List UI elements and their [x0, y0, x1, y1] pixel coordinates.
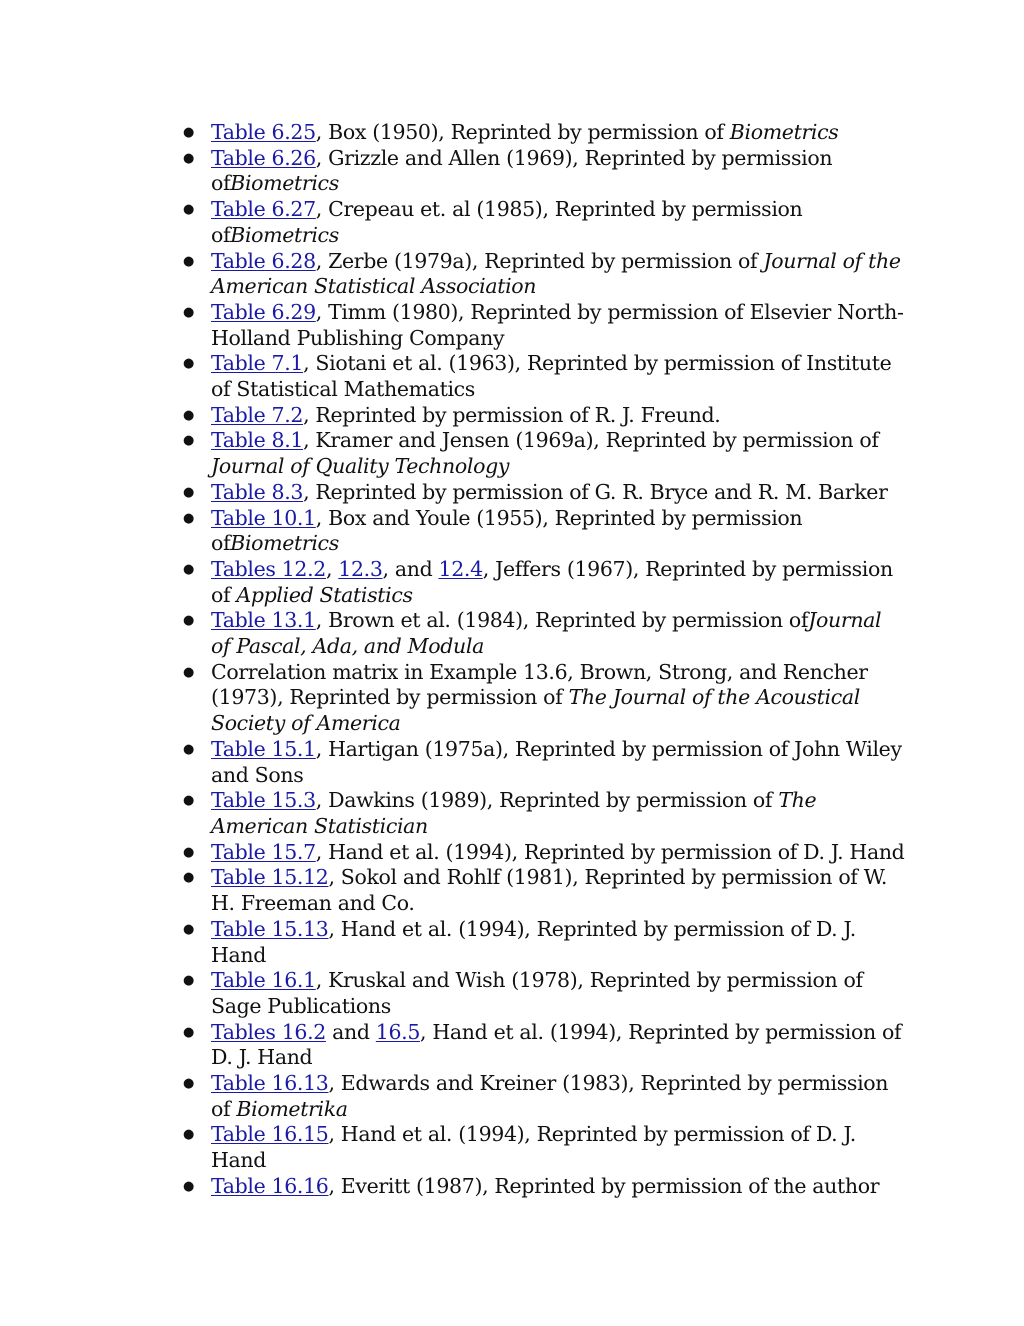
item-text: , Box (1950), Reprinted by permission of: [315, 120, 730, 144]
table-link[interactable]: Tables 16.2: [211, 1019, 326, 1044]
item-text: , Hand et al. (1994), Reprinted by permission of D. J. Hand: [211, 916, 856, 967]
table-link[interactable]: Table 16.16: [211, 1173, 329, 1198]
table-link[interactable]: Table 6.26: [211, 145, 316, 170]
bullet-icon: ●: [183, 253, 194, 269]
item-italic-text: Journal of Quality Technology: [211, 454, 510, 479]
table-link[interactable]: Table 15.1: [211, 736, 316, 761]
item-text: , Reprinted by permission of R. J. Freund.: [303, 402, 721, 427]
bullet-icon: ●: [183, 1076, 194, 1092]
list-item: [183, 916, 906, 968]
list-item: [183, 145, 906, 197]
table-link[interactable]: Table 16.15: [211, 1122, 329, 1147]
list-item: [183, 299, 906, 351]
bullet-icon: ●: [183, 793, 194, 809]
item-italic-text: The Journal of the Acoustical Society of America: [211, 685, 860, 736]
permissions-list: [183, 120, 906, 1200]
table-link[interactable]: 12.4: [438, 556, 483, 581]
table-link[interactable]: Tables 12.2: [211, 556, 326, 581]
table-link[interactable]: Table 6.25: [211, 120, 316, 144]
item-text: , Kramer and Jensen (1969a), Reprinted by permission of: [303, 428, 879, 453]
list-item: [183, 351, 906, 402]
list-item: [183, 1173, 906, 1200]
list-item: [183, 1019, 906, 1071]
list-item: [183, 556, 906, 608]
item-text: Correlation matrix in Example 13.6, Brown, Strong, and Rencher (1973), Reprinted by permission of: [211, 659, 868, 710]
list-item: [183, 248, 906, 300]
table-link[interactable]: 12.3: [338, 556, 383, 581]
bullet-icon: ●: [183, 1127, 194, 1143]
list-item: [183, 608, 906, 659]
list-item: [183, 1122, 906, 1173]
item-text: , Everitt (1987), Reprinted by permission of the author: [328, 1173, 880, 1198]
bullet-icon: ●: [183, 304, 194, 320]
bullet-icon: ●: [183, 921, 194, 937]
table-link[interactable]: Table 6.27: [211, 197, 316, 222]
list-item: [183, 505, 906, 557]
bullet-icon: ●: [183, 741, 194, 757]
list-item: [183, 479, 906, 506]
item-text: , Crepeau et. al (1985), Reprinted by permission of: [211, 197, 803, 247]
list-item: [183, 659, 906, 737]
table-link[interactable]: Table 15.13: [211, 916, 329, 941]
item-separator: ,: [325, 556, 339, 581]
bullet-icon: ●: [183, 973, 194, 989]
item-text: , Kruskal and Wish (1978), Reprinted by permission of Sage Publications: [211, 968, 863, 1018]
item-text: , Hand et al. (1994), Reprinted by permission of D. J. Hand: [315, 839, 905, 864]
table-link[interactable]: Table 8.3: [211, 479, 304, 504]
bullet-icon: ●: [183, 870, 194, 886]
bullet-icon: ●: [183, 407, 194, 423]
item-italic-text: Journal of the American Statistical Association: [211, 248, 901, 299]
table-link[interactable]: Table 8.1: [211, 428, 304, 453]
item-italic-text: Biometrics: [729, 120, 839, 144]
item-text: , Brown et al. (1984), Reprinted by permission of: [315, 608, 809, 633]
bullet-icon: ●: [183, 484, 194, 500]
item-separator: , and: [382, 556, 439, 581]
bullet-icon: ●: [183, 510, 194, 526]
bullet-icon: ●: [183, 844, 194, 860]
item-italic-text: Biometrics: [230, 531, 339, 556]
item-italic-text: Biometrics: [230, 171, 339, 196]
item-italic-text: Journal of Pascal, Ada, and Modula: [211, 608, 882, 659]
table-link[interactable]: 16.5: [375, 1019, 421, 1044]
bullet-icon: ●: [183, 561, 194, 577]
table-link[interactable]: Table 16.13: [211, 1071, 329, 1096]
list-item: [183, 788, 906, 839]
bullet-icon: ●: [183, 202, 194, 218]
item-text: , Hand et al. (1994), Reprinted by permission of D. J. Hand: [211, 1122, 856, 1173]
list-item: [183, 736, 906, 788]
bullet-icon: ●: [183, 1024, 194, 1040]
list-item: [183, 839, 906, 866]
item-text: , Siotani et al. (1963), Reprinted by permission of Institute of Statistical Mathematics: [211, 351, 892, 402]
item-text: , Hartigan (1975a), Reprinted by permission of John Wiley and Sons: [211, 736, 902, 787]
list-item: [183, 120, 906, 146]
table-link[interactable]: Table 6.29: [211, 299, 316, 324]
item-text: , Timm (1980), Reprinted by permission of Elsevier North-Holland Publishing Company: [211, 299, 904, 350]
list-item: [183, 428, 906, 479]
bullet-icon: ●: [183, 613, 194, 629]
list-item: [183, 197, 906, 248]
table-link[interactable]: Table 15.7: [211, 839, 316, 864]
item-separator: and: [325, 1019, 376, 1044]
item-text: , Box and Youle (1955), Reprinted by permission of: [211, 505, 803, 556]
item-text: , Sokol and Rohlf (1981), Reprinted by permission of W. H. Freeman and Co.: [211, 865, 888, 916]
table-link[interactable]: Table 10.1: [211, 505, 316, 530]
item-text: , Dawkins (1989), Reprinted by permission of: [315, 788, 779, 813]
bullet-icon: ●: [183, 125, 194, 140]
table-link[interactable]: Table 16.1: [211, 968, 316, 993]
bullet-icon: ●: [183, 1178, 194, 1194]
list-item: [183, 402, 906, 429]
item-text: , Edwards and Kreiner (1983), Reprinted by permission of: [211, 1071, 889, 1121]
bullet-icon: ●: [183, 433, 194, 449]
item-italic-text: Biometrics: [230, 222, 339, 247]
item-text: , Jeffers (1967), Reprinted by permission of: [211, 556, 893, 607]
list-item: [183, 1071, 906, 1122]
item-text: , Reprinted by permission of G. R. Bryce and R. M. Barker: [303, 479, 888, 504]
item-italic-text: The American Statistician: [211, 788, 817, 838]
list-item: [183, 865, 906, 916]
table-link[interactable]: Table 13.1: [211, 608, 316, 633]
bullet-icon: ●: [183, 664, 194, 680]
item-text: , Zerbe (1979a), Reprinted by permission of: [315, 248, 764, 273]
item-italic-text: Biometrika: [236, 1096, 348, 1121]
item-italic-text: Applied Statistics: [236, 582, 413, 607]
table-link[interactable]: Table 7.1: [211, 351, 304, 376]
list-item: [183, 968, 906, 1019]
table-link[interactable]: Table 6.28: [211, 248, 316, 273]
bullet-icon: ●: [183, 356, 194, 372]
item-text: , Hand et al. (1994), Reprinted by permission of D. J. Hand: [211, 1019, 902, 1070]
item-text: , Grizzle and Allen (1969), Reprinted by permission of: [211, 145, 833, 196]
table-link[interactable]: Table 7.2: [211, 402, 304, 427]
bullet-icon: ●: [183, 150, 194, 166]
table-link[interactable]: Table 15.12: [211, 865, 329, 890]
table-link[interactable]: Table 15.3: [211, 788, 316, 813]
